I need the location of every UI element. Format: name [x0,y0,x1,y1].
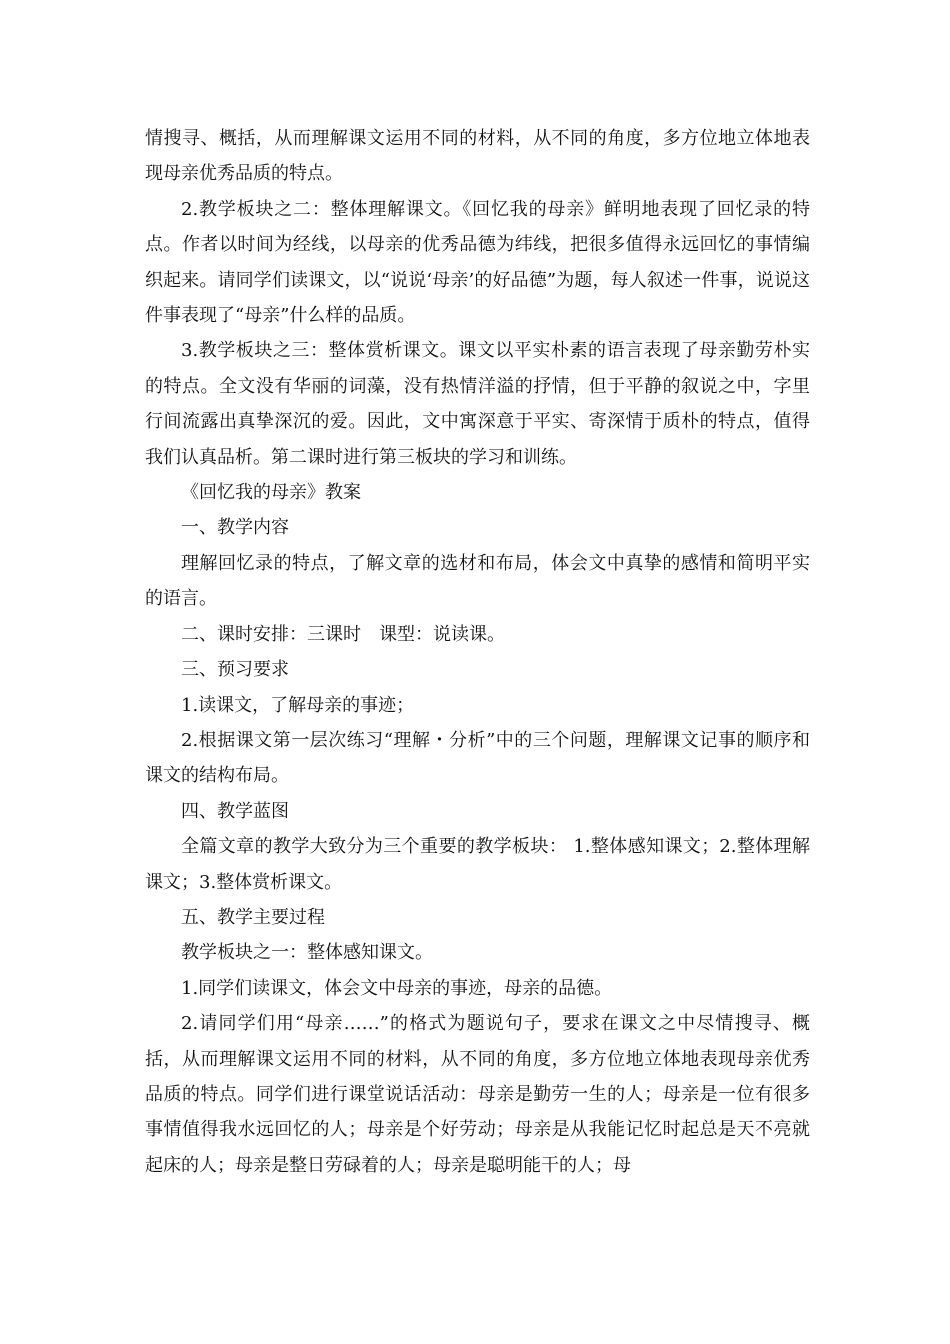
section-heading-process: 五、教学主要过程 [181,906,325,928]
list-item-process-2: 2.请同学们用“母亲……”的格式为题说句子，要求在课文之中尽情搜寻、概括，从而理解课文运用不同的材料，从不同的角度，多方位地立体地表现母亲优秀品质的特点。同学们进行课堂说话活动：母亲是勤劳一生的人；母亲是一位有很多事情值得我水远回忆的人；母亲是个好劳动；母亲是从我能记忆时起总是天不亮就起床的人；母亲是整日劳碌着的人；母亲是聪明能干的人；母 [145,1013,810,1176]
section-heading-content: 一、教学内容 [181,517,289,539]
paragraph-blueprint: 全篇文章的教学大致分为三个重要的教学板块： 1.整体感知课文；2.整体理解课文；3.整体赏析课文。 [145,836,810,893]
section-heading-schedule: 二、课时安排：三课时 课型：说读课。 [181,623,505,645]
list-item-preview-2: 2.根据课文第一层次练习“理解・分析”中的三个问题，理解课文记事的顺序和课文的结构布局。 [145,729,810,787]
paragraph-teaching-block-3: 3.教学板块之三：整体赏析课文。课文以平实朴素的语言表现了母亲勤劳朴实的特点。全文没有华丽的词藻，没有热情洋溢的抒情，但于平静的叙说之中，字里行间流露出真挚深沉的爱。因此，文中寓深意于平实、寄深情于质朴的特点，值得我们认真品析。第二课时进行第三板块的学习和训练。 [145,340,810,468]
paragraph-teaching-block-2: 2.教学板块之二：整体理解课文。《回忆我的母亲》鲜明地表现了回忆录的特点。作者以时间为经线，以母亲的优秀品德为纬线，把很多值得永远回忆的事情编织起来。请同学们读课文，以“说说‘母亲’的好品德”为题，每人叙述一件事，说说这件事表现了“母亲”什么样的品质。 [145,198,810,327]
paragraph-continuation: 情搜寻、概括，从而理解课文运用不同的材料，从不同的角度，多方位地立体地表现母亲优秀品质的特点。 [145,128,810,185]
subheading-teaching-block-1: 教学板块之一：整体感知课文。 [181,942,433,964]
list-item-preview-1: 1.读课文，了解母亲的事迹； [181,694,415,716]
list-item-process-1: 1.同学们读课文，体会文中母亲的事迹，母亲的品德。 [181,977,613,999]
section-heading-blueprint: 四、教学蓝图 [181,800,289,822]
section-heading-preview: 三、预习要求 [181,659,289,681]
document-body [145,121,810,1183]
lesson-plan-title: 《回忆我的母亲》教案 [181,482,361,504]
paragraph-content: 理解回忆录的特点，了解文章的选材和布局，体会文中真挚的感情和简明平实的语言。 [145,552,810,610]
